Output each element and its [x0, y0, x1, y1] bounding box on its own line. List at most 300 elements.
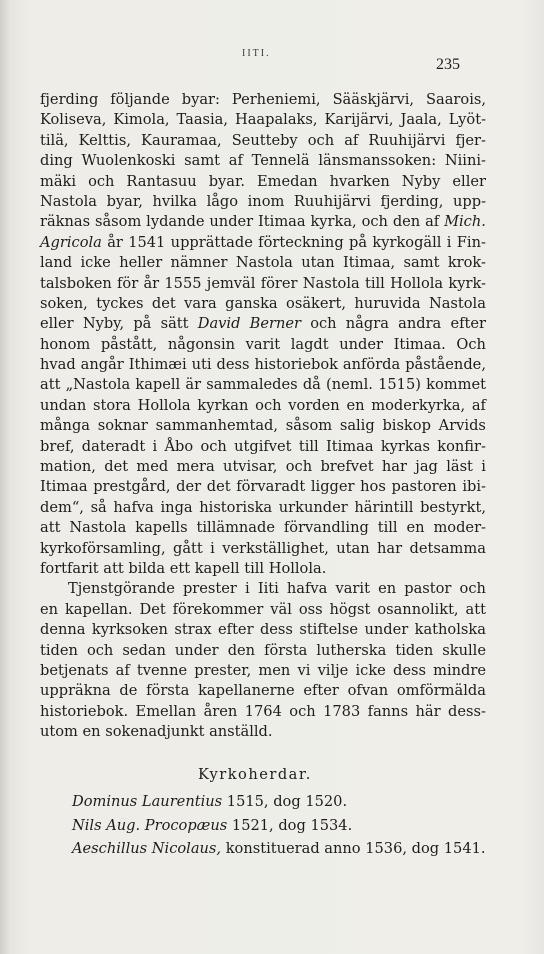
text-word: uti — [191, 356, 212, 374]
text-word: jag — [415, 458, 438, 476]
text-word: Seutteby — [231, 131, 298, 149]
text-word: såsom — [94, 213, 142, 231]
text-word: varit — [335, 580, 370, 598]
text-word: upp- — [452, 192, 486, 210]
text-word: kapellanerne — [198, 682, 295, 700]
text-word: af — [471, 396, 486, 414]
text-word: tyckes — [96, 294, 144, 312]
text-line — [40, 396, 486, 416]
text-word: är — [185, 376, 202, 394]
text-word: Itimaa — [258, 213, 306, 231]
text-word: ganska — [225, 294, 278, 312]
running-head: IITI. — [242, 48, 271, 59]
text-word: länsmanssoken: — [318, 152, 437, 170]
text-word: undan — [40, 396, 87, 414]
text-line — [40, 375, 486, 395]
text-word: i — [245, 580, 250, 598]
text-word: Niini- — [444, 152, 486, 170]
text-word: år — [143, 274, 160, 292]
text-word: ding — [40, 152, 73, 170]
text-word: Nastola — [302, 274, 360, 292]
text-word: nämner — [170, 254, 228, 272]
text-word: stiftelse — [299, 621, 359, 639]
text-word: och — [361, 213, 388, 231]
text-word: uppräkna — [40, 682, 111, 700]
text-word: talsboken — [40, 274, 112, 292]
text-word: verkställighet, — [222, 539, 329, 557]
text-word: utom en sokenadjunkt anställd. — [40, 723, 273, 741]
text-word: inom — [247, 192, 285, 210]
text-line — [40, 518, 486, 538]
text-line — [40, 477, 486, 497]
text-word: dess- — [448, 702, 486, 720]
kyrkoherde-name: Dominus Laurentius — [72, 793, 223, 810]
text-word: vorden — [288, 396, 340, 414]
text-line — [40, 579, 486, 599]
text-line — [40, 151, 486, 171]
text-word: många — [40, 417, 90, 435]
text-word: utgifvet — [234, 437, 292, 455]
text-line — [40, 253, 486, 273]
text-word: kyrka, — [310, 213, 357, 231]
text-word: förekommer — [172, 600, 264, 618]
text-line — [40, 559, 486, 579]
text-word: tvenne — [136, 661, 188, 679]
text-word: urkunder — [278, 498, 348, 516]
text-word: Itimaa, — [342, 254, 396, 272]
text-line — [40, 641, 486, 661]
text-word: i — [152, 437, 158, 455]
text-word: Ruuhijärvi — [293, 192, 371, 210]
text-word: lagdt — [290, 335, 329, 353]
text-word: Itimaa. — [393, 335, 446, 353]
text-line — [40, 131, 486, 151]
text-word: Lyöt- — [448, 111, 486, 129]
text-word: efter — [450, 315, 486, 333]
text-word: Fin- — [456, 233, 486, 251]
text-word: sedan — [122, 641, 166, 659]
text-word: anförda — [342, 356, 401, 374]
text-word: fjerding, — [380, 192, 444, 210]
text-line — [40, 539, 486, 559]
text-word: hafva — [286, 580, 328, 598]
kyrkoherde-detail: 1515, dog 1520. — [222, 793, 348, 810]
kyrkoherde-name: Nils Aug. Procopæus — [72, 816, 228, 834]
text-word: en — [346, 396, 365, 414]
text-word: Arvids — [438, 417, 486, 435]
text-line — [40, 355, 486, 375]
text-line — [40, 681, 486, 701]
text-word: utan — [336, 539, 370, 557]
text-word: Wuolenkoski — [81, 152, 176, 170]
text-word: förteckning — [258, 233, 344, 251]
text-word: krok- — [447, 254, 486, 272]
text-word: påstått, — [100, 335, 158, 353]
text-word: en — [378, 580, 397, 598]
text-word: och — [86, 641, 114, 659]
italic-word: Agricola — [40, 233, 102, 251]
text-word: kyrksoken — [91, 621, 168, 639]
text-word: byar. — [208, 172, 246, 190]
text-word: moderkyrka, — [371, 396, 466, 414]
text-word: den — [227, 641, 256, 659]
text-word: Sääskjärvi, — [332, 91, 415, 108]
text-word: under — [174, 641, 219, 659]
text-word: gått — [173, 539, 203, 557]
text-word: under — [209, 213, 254, 231]
text-word: Det — [139, 600, 166, 618]
text-word: tillämnade — [196, 519, 275, 537]
text-word: prester — [182, 580, 237, 598]
text-word: samt — [184, 152, 221, 170]
text-word: „Nastola — [65, 376, 131, 394]
text-line — [40, 457, 486, 477]
text-word: härintill — [354, 498, 414, 516]
page-number: 235 — [436, 56, 460, 73]
text-word: Nastola — [69, 519, 127, 537]
text-word: vi — [297, 661, 311, 679]
text-word: kyrkogäll — [372, 233, 442, 251]
text-line — [40, 620, 486, 640]
text-word: Emedan — [257, 172, 318, 190]
text-word: 1541 — [128, 233, 166, 251]
text-word: förvandling — [283, 519, 369, 537]
text-word: Kimola, — [113, 111, 170, 129]
text-word: Kelttis, — [78, 131, 131, 149]
text-word: det — [206, 478, 231, 496]
text-word: denna — [40, 621, 86, 639]
text-word: i — [481, 458, 486, 476]
text-word: kapellan. — [64, 600, 133, 618]
text-line — [40, 314, 486, 334]
text-word: fanns — [367, 702, 409, 720]
text-word: kommet — [426, 376, 486, 394]
text-word: lydande — [146, 213, 205, 231]
text-word: 1555 — [164, 274, 202, 292]
text-word: 1764 — [244, 702, 282, 720]
text-word: byar, — [106, 192, 143, 210]
text-line — [40, 437, 486, 457]
text-word: mäki — [40, 172, 77, 190]
text-word: Hollola — [390, 274, 444, 292]
text-word: andra — [398, 315, 442, 333]
text-word: har — [377, 539, 403, 557]
text-word: osannolikt, — [377, 600, 459, 618]
text-word: Jaala, — [400, 111, 442, 129]
text-word: Karijärvi, — [324, 111, 394, 129]
text-word: ofvan — [347, 682, 389, 700]
text-word: bestyrkt, — [420, 498, 486, 516]
italic-word: Berner — [249, 315, 301, 333]
text-word: honom — [40, 335, 91, 353]
text-word: Nyby, — [82, 315, 125, 333]
text-word: och — [88, 172, 115, 190]
text-word: kyrkoförsamling, — [40, 539, 166, 557]
text-word: salig — [339, 417, 375, 435]
text-word: hvilka — [152, 192, 197, 210]
text-word: på — [349, 233, 368, 251]
text-line — [40, 212, 486, 232]
text-word: utan — [301, 254, 335, 272]
kyrkoherde-entry — [72, 814, 486, 838]
text-word: fjer- — [455, 131, 486, 149]
text-word: Tjenstgörande — [68, 580, 175, 598]
text-word: sätt — [160, 315, 189, 333]
text-word: under — [339, 335, 383, 353]
text-word: till — [364, 274, 385, 292]
text-word: bref, — [40, 437, 75, 455]
text-word: har — [381, 458, 407, 476]
text-word: dess — [259, 621, 293, 639]
text-word: utvisar, — [223, 458, 278, 476]
text-word: år — [107, 233, 123, 251]
text-word: Iiti — [257, 580, 279, 598]
text-word: Nastola — [428, 294, 486, 312]
text-word: till — [377, 519, 398, 537]
text-word: prestgård, — [93, 478, 171, 496]
text-line — [40, 335, 486, 355]
text-word: biskop — [382, 417, 431, 435]
text-word: historiska — [199, 498, 273, 516]
text-word: af — [228, 152, 243, 170]
text-word: förvaradt — [236, 478, 306, 496]
text-word: huruvida — [354, 294, 421, 312]
text-word: någonsin — [167, 335, 236, 353]
text-word: på — [133, 315, 152, 333]
text-word: icke — [80, 254, 111, 272]
text-word: upprättade — [170, 233, 253, 251]
page-binding-edge — [0, 0, 10, 954]
text-word: lutherska — [316, 641, 387, 659]
italic-word: David — [197, 315, 241, 333]
text-word: då — [302, 376, 321, 394]
text-word: Koliseva, — [40, 111, 107, 129]
text-word: hos — [360, 478, 386, 496]
text-word: och — [307, 131, 335, 149]
text-word: Hollola — [137, 396, 191, 414]
text-word: Kauramaa, — [141, 131, 222, 149]
text-word: högst — [329, 600, 371, 618]
text-word: läst — [446, 458, 473, 476]
text-word: första — [146, 682, 190, 700]
text-line — [40, 233, 486, 253]
text-word: dess — [392, 661, 426, 679]
text-line — [40, 90, 486, 110]
kyrkoherde-entry — [72, 837, 486, 861]
text-word: dess — [216, 356, 250, 374]
text-word: att — [465, 600, 486, 618]
text-word: skulle — [442, 641, 486, 659]
text-line — [40, 294, 486, 314]
text-word: jemväl — [206, 274, 256, 292]
text-word: följande — [110, 91, 170, 108]
text-word: här — [415, 702, 441, 720]
text-word: Nastola — [40, 192, 97, 210]
text-word: och — [200, 437, 227, 455]
text-word: betjenats — [40, 661, 109, 679]
text-word: soknar — [97, 417, 148, 435]
text-word: i — [210, 539, 215, 557]
text-word: fortfarit att bilda ett kapell till Hollola. — [40, 559, 327, 577]
text-word: dateradt — [81, 437, 146, 455]
text-word: Haapalaks, — [235, 111, 318, 129]
text-word: Ithimæi — [128, 356, 187, 374]
text-word: prester, — [194, 661, 252, 679]
text-word: pastoren — [391, 478, 457, 496]
text-word: med — [136, 458, 169, 476]
text-word: såsom — [285, 417, 333, 435]
text-word: det — [151, 294, 176, 312]
text-line — [40, 274, 486, 294]
text-word: konfir- — [437, 437, 486, 455]
text-word: till — [298, 437, 319, 455]
text-word: byar: — [181, 91, 220, 108]
text-word: och — [289, 702, 316, 720]
text-line — [40, 722, 486, 742]
text-word: af — [115, 661, 130, 679]
text-word: en — [40, 600, 59, 618]
text-word: Och — [456, 335, 486, 353]
text-word: af — [425, 213, 440, 231]
text-word: stora — [93, 396, 131, 414]
text-word: varit — [245, 335, 281, 353]
text-word: Saarois, — [426, 91, 486, 108]
text-word: Taasia, — [176, 111, 229, 129]
text-word: pastor — [404, 580, 452, 598]
text-word: hvarken — [329, 172, 390, 190]
text-word: kyrkan — [197, 396, 249, 414]
text-word: Rantasuu — [126, 172, 197, 190]
kyrkoherdar-list — [72, 790, 486, 861]
text-word: samt — [403, 254, 440, 272]
text-word: under — [364, 621, 409, 639]
text-word: brefvet — [320, 458, 374, 476]
text-word: tilä, — [40, 131, 69, 149]
text-word: några — [345, 315, 389, 333]
text-line — [40, 172, 486, 192]
text-word: mera — [176, 458, 215, 476]
text-word: åren — [203, 702, 238, 720]
text-line — [40, 702, 486, 722]
text-word: Itimaa — [40, 478, 88, 496]
text-line — [40, 416, 486, 436]
text-word: oss — [298, 600, 323, 618]
text-word: katholska — [414, 621, 486, 639]
body-text — [40, 90, 486, 743]
text-word: och — [310, 315, 337, 333]
text-word: och — [255, 396, 282, 414]
text-word: Emellan — [135, 702, 197, 720]
text-word: lågo — [206, 192, 239, 210]
text-word: och — [459, 580, 486, 598]
text-word: tiden — [395, 641, 434, 659]
text-word: för — [117, 274, 139, 292]
text-word: räknas — [40, 213, 91, 231]
text-word: strax — [174, 621, 212, 639]
text-word: vilje — [317, 661, 349, 679]
text-word: kapell — [135, 376, 181, 394]
text-word: detsamma — [409, 539, 486, 557]
text-line — [40, 192, 486, 212]
text-word: angår — [80, 356, 124, 374]
text-word: sammanhemtad, — [155, 417, 279, 435]
text-word: land — [40, 254, 73, 272]
text-word: (neml. — [326, 376, 373, 394]
text-word: kapells — [135, 519, 188, 537]
text-word: och — [285, 458, 313, 476]
text-word: moder- — [433, 519, 486, 537]
text-word: eller — [452, 172, 486, 190]
text-word: tiden — [40, 641, 78, 659]
text-line — [40, 110, 486, 130]
text-word: Åbo — [164, 437, 194, 455]
kyrkoherde-name: Aeschillus Nicolaus, — [72, 840, 222, 857]
text-word: Itimaa — [326, 437, 374, 455]
text-word: att — [40, 376, 61, 394]
text-word: den — [392, 213, 421, 231]
text-word: kyrkas — [380, 437, 430, 455]
text-word: historiebok. — [40, 702, 129, 720]
text-word: inga — [160, 498, 193, 516]
text-word: att — [40, 519, 61, 537]
text-word: ibi- — [462, 478, 486, 496]
text-word: sammaledes — [206, 376, 298, 394]
text-word: hafva — [113, 498, 154, 516]
text-word: ligger — [310, 478, 355, 496]
text-word: Perheniemi, — [231, 91, 321, 108]
text-word: osäkert, — [286, 294, 346, 312]
text-word: förer — [260, 274, 298, 292]
text-word: påstående, — [405, 356, 486, 374]
text-word: det — [104, 458, 129, 476]
text-word: mation, — [40, 458, 96, 476]
text-word: så — [90, 498, 107, 516]
text-word: men — [258, 661, 291, 679]
text-word: historiebok — [254, 356, 338, 374]
text-word: Tennelä — [251, 152, 310, 170]
kyrkoherde-detail: konstituerad anno 1536, dog 1541. — [221, 840, 486, 857]
text-word: Ruuhijärvi — [368, 131, 446, 149]
section-heading: Kyrkoherdar. — [198, 766, 312, 783]
text-word: efter — [218, 621, 254, 639]
text-word: omförmälda — [396, 682, 486, 700]
kyrkoherde-detail: 1521, dog 1534. — [227, 816, 353, 834]
text-word: Nyby — [401, 172, 441, 190]
text-word: hvad — [40, 356, 76, 374]
text-word: soken, — [40, 294, 88, 312]
text-word: dem“, — [40, 498, 84, 516]
text-line — [40, 498, 486, 518]
text-word: efter — [303, 682, 339, 700]
text-word: i — [446, 233, 452, 251]
text-word: 1783 — [323, 702, 361, 720]
italic-word: Mich. — [444, 213, 486, 231]
text-word: fjerding — [40, 91, 99, 108]
text-word: 1515) — [378, 376, 421, 394]
text-word: väl — [270, 600, 292, 618]
text-word: af — [344, 131, 359, 149]
text-word: der — [176, 478, 202, 496]
text-word: heller — [119, 254, 163, 272]
text-line — [40, 661, 486, 681]
text-word: vara — [184, 294, 217, 312]
text-word: en — [406, 519, 425, 537]
text-word: eller — [40, 315, 74, 333]
text-word: de — [119, 682, 138, 700]
text-word: mindre — [433, 661, 486, 679]
text-word: Nastola — [235, 254, 293, 272]
text-line — [40, 600, 486, 620]
